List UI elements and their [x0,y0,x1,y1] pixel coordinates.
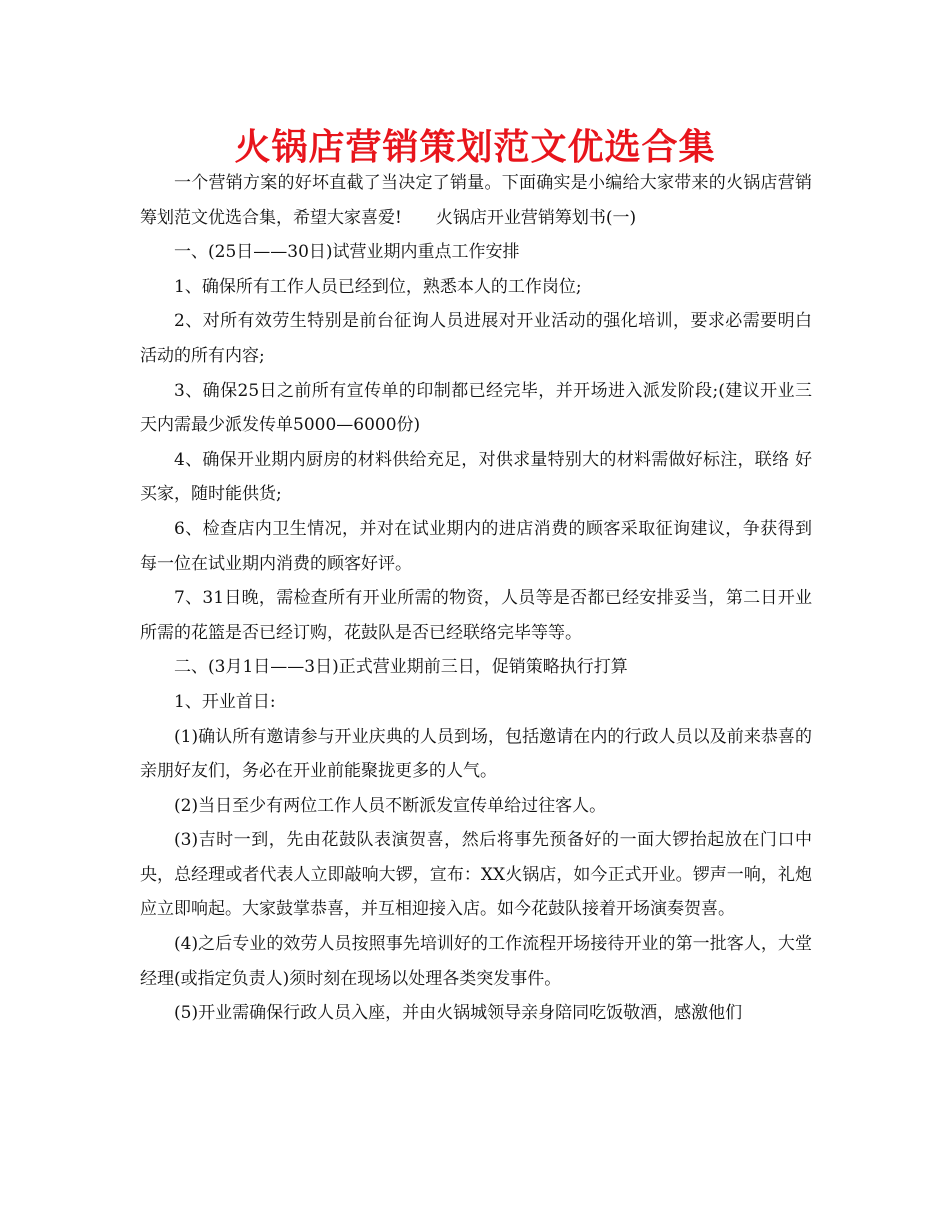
paragraph-item: (4)之后专业的效劳人员按照事先培训好的工作流程开场接待开业的第一批客人，大堂经理(或指定负责人)须时刻在现场以处理各类突发事件。 [140,934,812,989]
paragraph-item: 1、确保所有工作人员已经到位，熟悉本人的工作岗位; [174,276,582,297]
paragraph-section-1-heading: 一、(25日——30日)试营业期内重点工作安排 [174,242,520,263]
paragraph-item: 7、31日晚，需检查所有开业所需的物资，人员等是否都已经安排妥当，第二日开业所需的花篮是否已经订购，花鼓队是否已经联络完毕等等。 [140,588,812,643]
paragraph-item: (5)开业需确保行政人员入座，并由火锅城领导亲身陪同吃饭敬酒，感激他们 [174,1003,743,1024]
paragraph-item: 3、确保25日之前所有宣传单的印制都已经完毕，并开场进入派发阶段;(建议开业三天内需最少派发传单5000—6000份) [140,380,812,436]
document-body [140,166,812,1031]
paragraph-item: (3)吉时一到，先由花鼓队表演贺喜，然后将事先预备好的一面大锣抬起放在门口中央，总经理或者代表人立即敲响大锣，宣布：XX火锅店，如今正式开业。锣声一响，礼炮应立即响起。大家鼓掌恭喜，并互相迎接入店。如今花鼓队接着开场演奏贺喜。 [140,830,812,920]
document-title: 火锅店营销策划范文优选合集 [234,127,716,168]
paragraph-item: 4、确保开业期内厨房的材料供给充足，对供求量特别大的材料需做好标注，联络 好买家，随时能供货; [140,449,812,505]
paragraph-item: 6、检查店内卫生情况，并对在试业期内的进店消费的顾客采取征询建议，争获得到每一位在试业期内消费的顾客好评。 [140,518,812,574]
paragraph-intro: 一个营销方案的好坏直截了当决定了销量。下面确实是小编给大家带来的火锅店营销筹划范文优选合集，希望大家喜爱! 火锅店开业营销筹划书(一) [140,173,812,228]
paragraph-section-2-heading: 二、(3月1日——3日)正式营业期前三日，促销策略执行打算 [174,657,628,678]
paragraph-item: (1)确认所有邀请参与开业庆典的人员到场，包括邀请在内的行政人员以及前来恭喜的亲朋好友们，务必在开业前能聚拢更多的人气。 [140,726,812,782]
paragraph-item: 2、对所有效劳生特别是前台征询人员进展对开业活动的强化培训，要求必需要明白活动的所有内容; [140,311,812,366]
paragraph-subheading: 1、开业首日: [174,691,276,712]
paragraph-item: (2)当日至少有两位工作人员不断派发宣传单给过往客人。 [174,795,607,816]
